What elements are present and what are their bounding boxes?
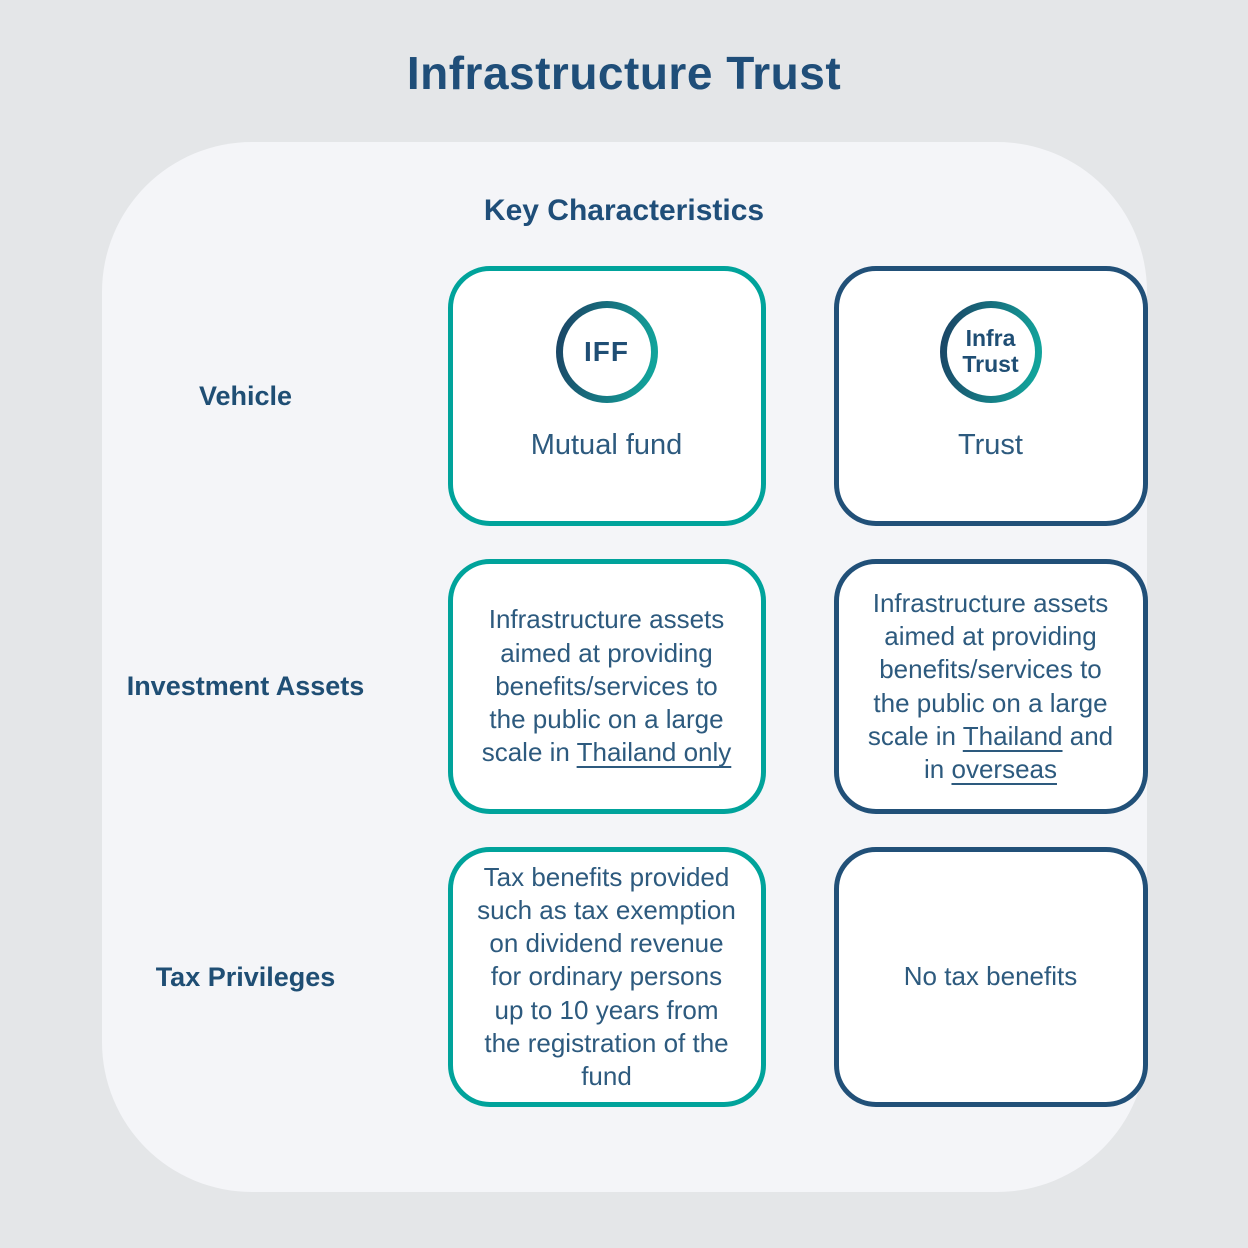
infra-badge-line1: Infra [965, 325, 1016, 352]
iff-tax-text: Tax benefits provided such as tax exemption on dividend revenue for ordinary persons up to 10 years from the registration of the fund [477, 861, 736, 1092]
infra-investment-assets-text [839, 587, 1143, 787]
card-infra-vehicle [834, 266, 1148, 526]
iff-assets-lead: Infrastructure assets aimed at providing benefits/services to the public on a large scale in [481, 604, 725, 768]
iff-badge-label: IFF [584, 336, 629, 367]
page-title: Infrastructure Trust [406, 47, 842, 99]
iff-badge-inner [563, 308, 651, 396]
infra-assets-lead: Infrastructure assets aimed at providing benefits/services to the public on a large scale in [867, 587, 1109, 751]
card-infra-investment-assets [834, 559, 1148, 814]
infra-badge-line2: Trust [962, 351, 1019, 377]
panel-heading: Key Characteristics [483, 194, 765, 227]
row-label-vehicle: Vehicle [198, 380, 293, 411]
infra-assets-underlined-1: Thailand [962, 720, 1063, 751]
infra-assets-mid: and in [924, 720, 1114, 785]
row-label-investment-assets: Investment Assets [126, 671, 365, 701]
row-label-tax-privileges: Tax Privileges [155, 961, 336, 992]
infra-tax-text: No tax benefits [903, 961, 1078, 992]
card-iff-vehicle [448, 266, 766, 526]
infra-trust-badge-inner [947, 308, 1035, 396]
comparison-grid [112, 266, 1147, 1107]
infra-trust-badge-icon [940, 301, 1042, 403]
card-iff-investment-assets [448, 559, 766, 814]
key-characteristics-panel [102, 142, 1147, 1192]
infra-assets-underlined-2: overseas [951, 754, 1057, 785]
iff-badge-icon [556, 301, 658, 403]
iff-investment-assets-text [453, 603, 761, 769]
iff-vehicle-value: Mutual fund [530, 429, 683, 461]
infra-vehicle-value: Trust [958, 429, 1023, 461]
iff-assets-underlined: Thailand only [576, 737, 732, 768]
card-iff-tax-privileges [448, 847, 766, 1107]
card-infra-tax-privileges [834, 847, 1148, 1107]
